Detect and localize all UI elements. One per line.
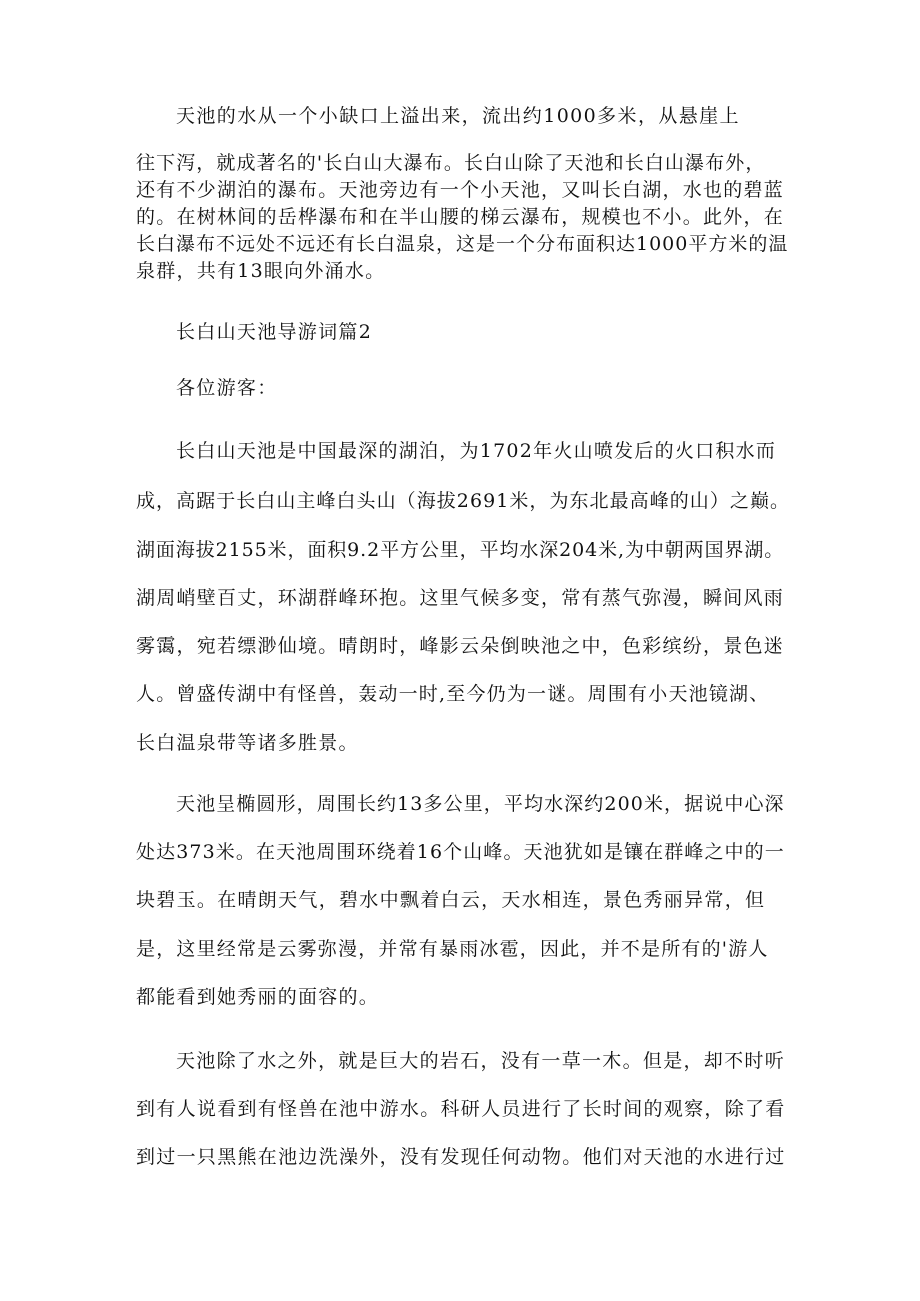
paragraph-2-line-1: 长白山天池是中国最深的湖泊，为1702年火山喷发后的火口积水而: [176, 440, 777, 462]
paragraph-3-line-3: 块碧玉。在晴朗天气，碧水中飘着白云，天水相连，景色秀丽异常，但: [136, 889, 766, 911]
paragraph-3-line-2: 处达373米。在天池周围环绕着16个山峰。天池犹如是镶在群峰之中的一: [136, 841, 785, 863]
section-heading: 长白山天池导游词篇2: [176, 321, 373, 343]
paragraph-2-line-4: 湖周峭壁百丈，环湖群峰环抱。这里气候多变，常有蒸气弥漫，瞬间风雨: [136, 587, 785, 609]
paragraph-3-line-4: 是，这里经常是云雾弥漫，并常有暴雨冰雹，因此，并不是所有的'游人: [136, 938, 769, 960]
paragraph-3-line-5: 都能看到她秀丽的面容的。: [136, 986, 380, 1008]
paragraph-4-line-1: 天池除了水之外，就是巨大的岩石，没有一草一木。但是，却不时听: [176, 1050, 786, 1072]
paragraph-2-line-3: 湖面海拔2155米，面积9.2平方公里，平均水深204米,为中朝两国界湖。: [136, 539, 785, 561]
paragraph-2-line-7: 长白温泉带等诸多胜景。: [136, 732, 359, 754]
paragraph-1-line-4: 的。在树林间的岳桦瀑布和在半山腰的梯云瀑布，规模也不小。此外，在: [136, 206, 785, 228]
paragraph-2-line-2: 成，高踞于长白山主峰白头山（海拔2691米，为东北最高峰的山）之巅。: [136, 490, 791, 512]
paragraph-2-line-6: 人。曾盛传湖中有怪兽，轰动一时,至今仍为一谜。周围有小天池镜湖、: [136, 683, 770, 705]
paragraph-2-line-5: 雾霭，宛若缥渺仙境。晴朗时，峰影云朵倒映池之中，色彩缤纷，景色迷: [136, 635, 785, 657]
paragraph-3-line-1: 天池呈椭圆形，周围长约13多公里，平均水深约200米，据说中心深: [176, 793, 785, 815]
paragraph-1-line-1: 天池的水从一个小缺口上溢出来，流出约1000多米，从悬崖上: [176, 105, 740, 127]
paragraph-1-line-5: 长白瀑布不远处不远还有长白温泉，这是一个分布面积达1000平方米的温: [136, 233, 789, 255]
greeting: 各位游客：: [176, 377, 278, 399]
paragraph-1-line-6: 泉群，共有13眼向外涌水。: [136, 260, 386, 282]
paragraph-4-line-2: 到有人说看到有怪兽在池中游水。科研人员进行了长时间的观察，除了看: [136, 1098, 786, 1120]
paragraph-1-line-3: 还有不少湖泊的瀑布。天池旁边有一个小天池，又叫长白湖，水也的碧蓝: [136, 179, 785, 201]
paragraph-4-line-3: 到过一只黑熊在池边洗澡外，没有发现任何动物。他们对天池的水进行过: [136, 1146, 786, 1168]
paragraph-1-line-2: 往下泻，就成著名的'长白山大瀑布。长白山除了天池和长白山瀑布外，: [136, 152, 766, 174]
